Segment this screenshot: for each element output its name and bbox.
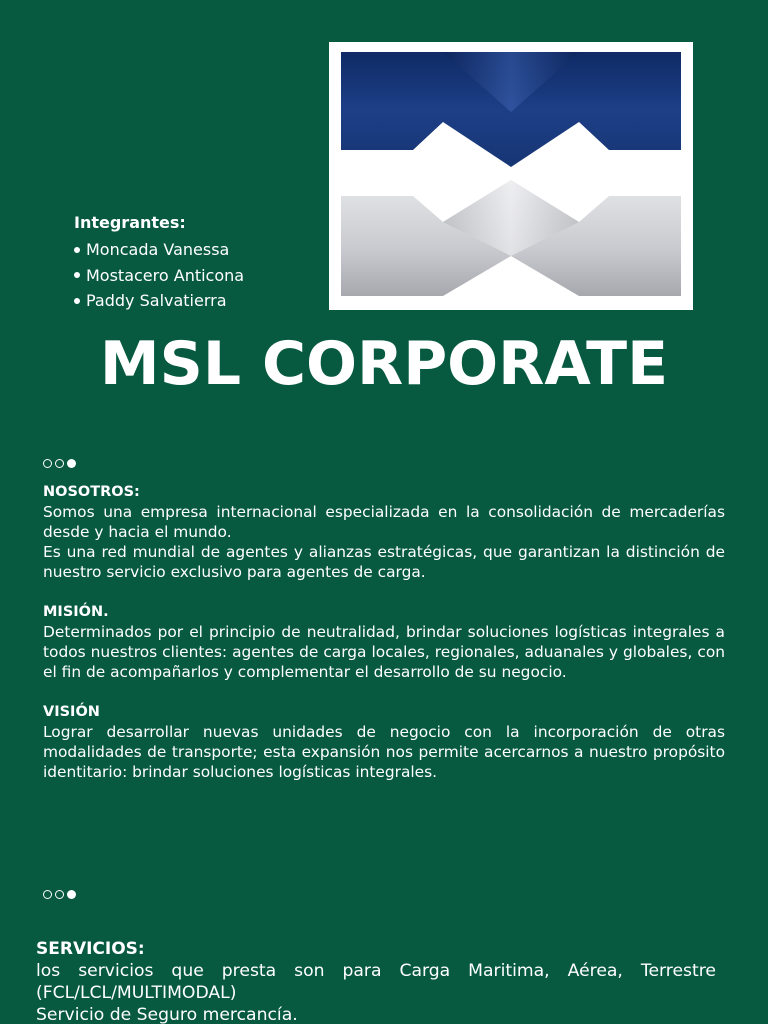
logo-box: [329, 42, 693, 310]
members-list: [74, 237, 244, 314]
dots-divider: [43, 890, 76, 899]
list-item: Paddy Salvatierra: [74, 288, 244, 314]
list-item: Moncada Vanessa: [74, 237, 244, 263]
section-paragraph: Es una red mundial de agentes y alianzas estratégicas, que garantizan la distinción de nuestro servicio exclusivo para agentes de carga.: [43, 543, 725, 581]
section-vision: [43, 702, 725, 782]
dot-icon: [67, 890, 76, 899]
dot-icon: [67, 459, 76, 468]
dot-icon: [55, 890, 64, 899]
section-paragraph: Somos una empresa internacional especializada en la consolidación de mercaderías desde y hacia el mundo.: [43, 503, 725, 541]
dots-divider: [43, 459, 76, 468]
list-item: Mostacero Anticona: [74, 263, 244, 289]
members-title: Integrantes:: [74, 213, 186, 232]
content-body: [43, 482, 725, 802]
bullet-icon: [74, 272, 80, 278]
section-heading: VISIÓN: [43, 704, 100, 720]
dot-icon: [43, 459, 52, 468]
section-heading: MISIÓN.: [43, 604, 109, 620]
page-title: MSL CORPORATE: [99, 329, 669, 399]
members-block: [74, 211, 244, 314]
section-paragraph: Lograr desarrollar nuevas unidades de negocio con la incorporación de otras modalidades de transporte; esta expansión nos permite acercarnos a nuestro propósito identitario: brindar soluciones logísticas integrales.: [43, 723, 725, 781]
dot-icon: [55, 459, 64, 468]
section-mision: [43, 602, 725, 682]
bullet-icon: [74, 247, 80, 253]
section-servicios: [36, 938, 716, 1024]
section-nosotros: [43, 482, 725, 582]
section-paragraph: los servicios que presta son para Carga Maritima, Aérea, Terrestre (FCL/LCL/MULTIMODAL): [36, 961, 716, 1003]
section-paragraph: Servicio de Seguro mercancía.: [36, 1005, 298, 1024]
dot-icon: [43, 890, 52, 899]
section-heading: SERVICIOS:: [36, 939, 145, 959]
bullet-icon: [74, 298, 80, 304]
section-paragraph: Determinados por el principio de neutralidad, brindar soluciones logísticas integrales a todos nuestros clientes: agentes de carga locales, regionales, aduanales y globales, con el fin de acompañarlos y complementar el desarrollo de su negocio.: [43, 623, 725, 681]
section-heading: NOSOTROS:: [43, 484, 140, 500]
msl-logo-icon: [329, 42, 693, 310]
